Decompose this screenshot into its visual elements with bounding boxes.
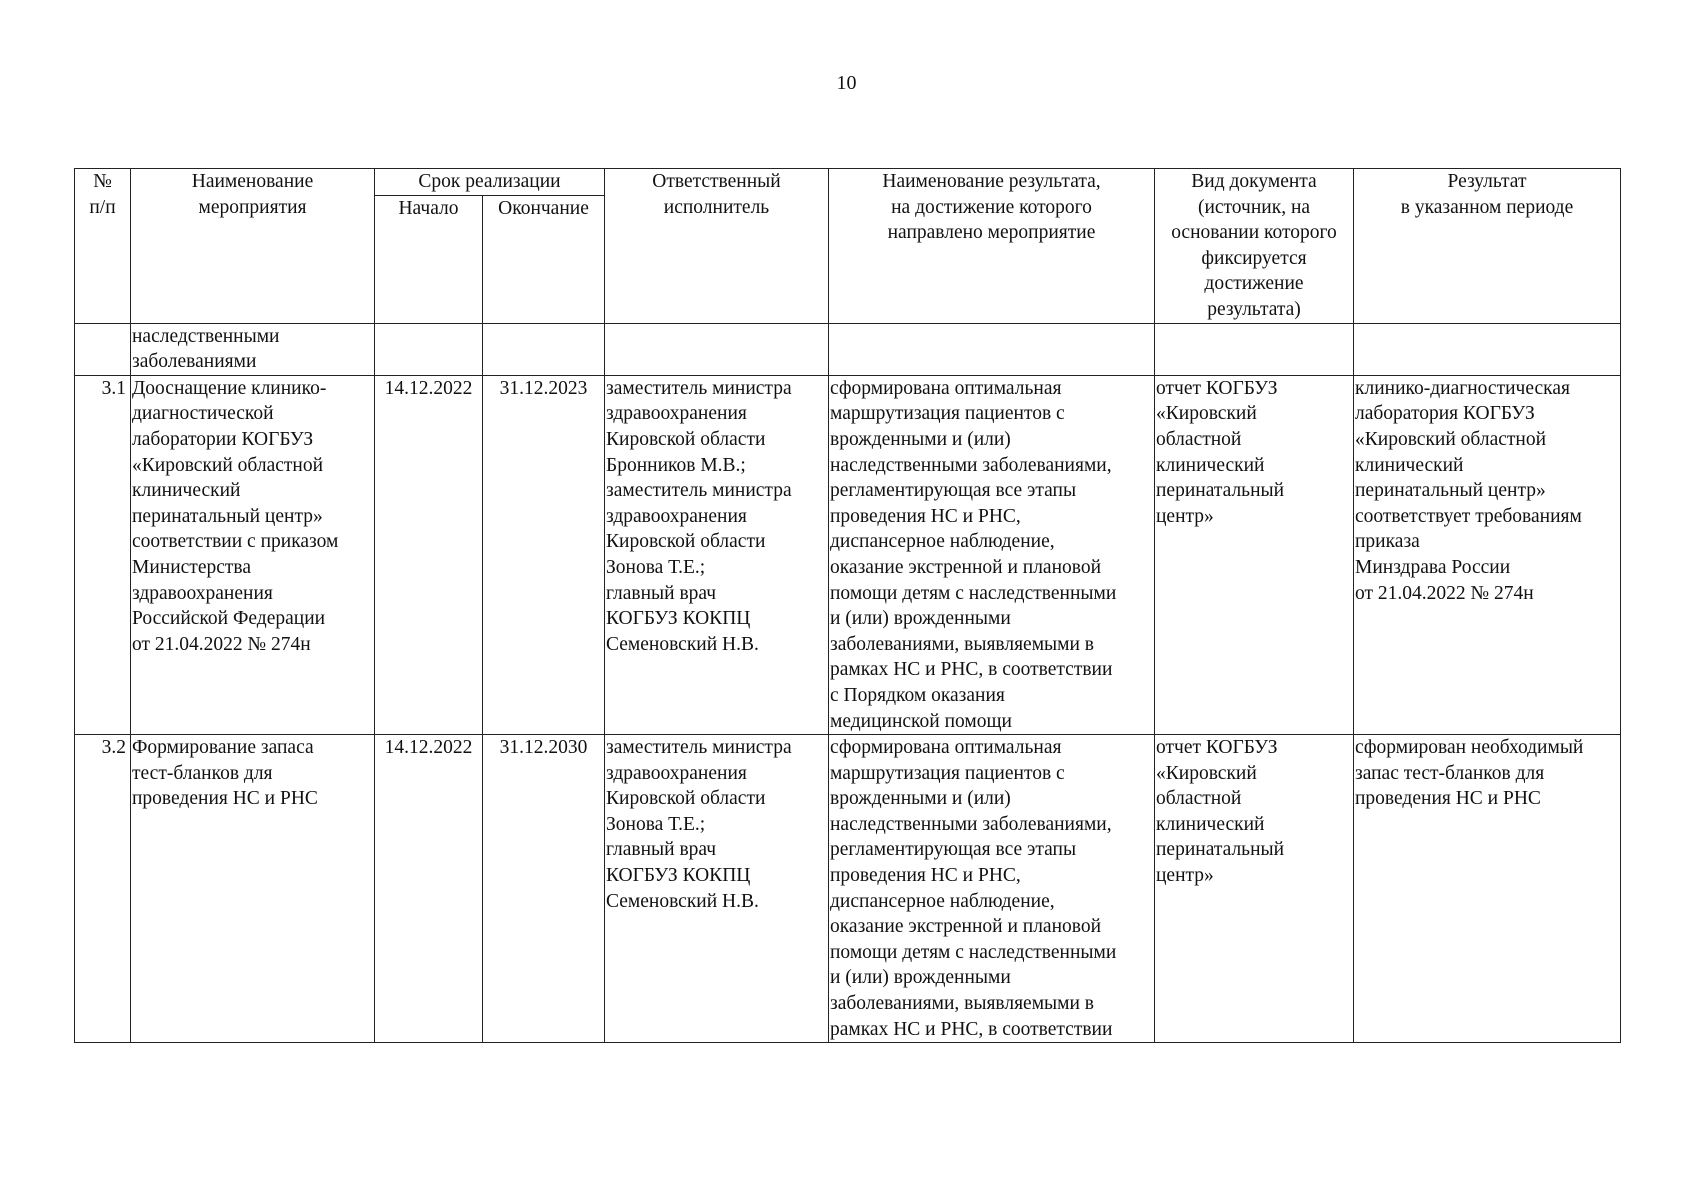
header-doc-type: Вид документа (источник, на основании которого фиксируется достижение результата) [1155, 169, 1354, 324]
header-result-name: Наименование результата, на достижение которого направлено мероприятие [829, 169, 1155, 324]
header-result: Результат в указанном периоде [1354, 169, 1621, 324]
cell-result-name: сформирована оптимальная маршрутизация пациентов с врожденными и (или) наследственными заболеваниями, регламентирующая все этапы проведения НС и РНС, диспансерное наблюдение, оказание экстренной и плановой помощи детям с наследственными и (или) врожденными заболеваниями, выявляемыми в рамках НС и РНС, в соответствии с Порядком оказания медицинской помощи [829, 375, 1155, 734]
cell-doc-type: отчет КОГБУЗ «Кировский областной клинический перинатальный центр» [1155, 375, 1354, 734]
table-row [75, 375, 1621, 734]
cell-result-name: сформирована оптимальная маршрутизация пациентов с врожденными и (или) наследственными заболеваниями, регламентирующая все этапы проведения НС и РНС, диспансерное наблюдение, оказание экстренной и плановой помощи детям с наследственными и (или) врожденными заболеваниями, выявляемыми в рамках НС и РНС, в соответствии [829, 735, 1155, 1043]
header-period: Срок реализации [375, 169, 605, 196]
cell-name: Формирование запаса тест-бланков для проведения НС и РНС [131, 735, 375, 1043]
cell-doc-type [1155, 323, 1354, 375]
table-row [75, 735, 1621, 1043]
cell-result-name [829, 323, 1155, 375]
cell-doc-type: отчет КОГБУЗ «Кировский областной клинический перинатальный центр» [1155, 735, 1354, 1043]
events-table [74, 168, 1621, 1043]
header-num: № п/п [75, 169, 131, 324]
cell-result: клинико-диагностическая лаборатория КОГБУЗ «Кировский областной клинический перинатальный центр» соответствует требованиям приказа Минздрава России от 21.04.2022 № 274н [1354, 375, 1621, 734]
cell-start [375, 323, 483, 375]
cell-end [483, 323, 605, 375]
cell-responsible [605, 323, 829, 375]
header-responsible: Ответственный исполнитель [605, 169, 829, 324]
header-row-1 [75, 169, 1621, 196]
page-number: 10 [836, 72, 857, 94]
cell-result: сформирован необходимый запас тест-бланков для проведения НС и РНС [1354, 735, 1621, 1043]
header-end: Окончание [483, 195, 605, 323]
cell-name: Дооснащение клинико- диагностической лаборатории КОГБУЗ «Кировский областной клинический перинатальный центр» соответствии с приказом Министерства здравоохранения Российской Федерации от 21.04.2022 № 274н [131, 375, 375, 734]
cell-responsible: заместитель министра здравоохранения Кировской области Бронников М.В.; заместитель министра здравоохранения Кировской области Зонова Т.Е.; главный врач КОГБУЗ КОКПЦ Семеновский Н.В. [605, 375, 829, 734]
cell-end: 31.12.2030 [483, 735, 605, 1043]
continuation-row [75, 323, 1621, 375]
cell-num: 3.2 [75, 735, 131, 1043]
cell-num: 3.1 [75, 375, 131, 734]
header-start: Начало [375, 195, 483, 323]
cell-num [75, 323, 131, 375]
header-event-name: Наименование мероприятия [131, 169, 375, 324]
cell-start: 14.12.2022 [375, 735, 483, 1043]
cell-name: наследственными заболеваниями [131, 323, 375, 375]
cell-end: 31.12.2023 [483, 375, 605, 734]
cell-result [1354, 323, 1621, 375]
cell-responsible: заместитель министра здравоохранения Кировской области Зонова Т.Е.; главный врач КОГБУЗ КОКПЦ Семеновский Н.В. [605, 735, 829, 1043]
cell-start: 14.12.2022 [375, 375, 483, 734]
